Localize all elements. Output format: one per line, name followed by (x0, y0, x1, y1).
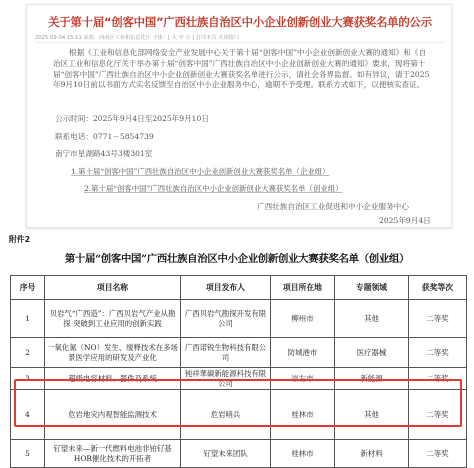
cell-award: 二等奖 (409, 440, 467, 468)
header-publisher: 项目发布人 (181, 276, 271, 300)
cell-project-name: 钌望未来—新一代燃料电池非铂钌基HOR催化技术的开拓者 (45, 440, 181, 468)
cell-project-name: 超级电容材料、器件及系统 (45, 368, 181, 390)
list-title: 第十届“创客中国”广西壮族自治区中小企业创新创业大赛获奖名单（创业组） (64, 253, 410, 265)
header-no: 序号 (11, 276, 45, 300)
cell-no: 2 (11, 338, 45, 368)
cell-award: 二等奖 (409, 390, 467, 440)
cell-publisher: 危岩哨兵 (181, 390, 271, 440)
cell-field: 其他 (335, 390, 409, 440)
notice-address: 南宁市星湖路43号3楼301室 (55, 149, 153, 158)
cell-project-name: 一氧化氮（NO）发生、缓释技术在多场景医学应用的研发及产业化 (45, 338, 181, 368)
attachment-link-2[interactable]: 2.第十届“创客中国”广西壮族自治区中小企业创新创业大赛获奖名单（创业组） (84, 184, 343, 193)
table-header-row (11, 276, 467, 300)
cell-project-name: 贝岩气“广西造”：广西贝岩气产业从勘探 突破到工业应用的创新实践 (45, 300, 181, 338)
cell-award: 二等奖 (409, 368, 467, 390)
cell-field: 新能源 (335, 368, 409, 390)
notice-date: 2025年9月4日 (379, 216, 431, 225)
cell-no: 1 (11, 300, 45, 338)
notice-card (26, 4, 452, 228)
notice-period: 公示时间：2025年9月4日至2025年9月10日 (55, 114, 209, 123)
notice-contact: 联系电话：0771－5854739 (55, 132, 154, 141)
cell-no: 5 (11, 440, 45, 468)
notice-body: 根据《工业和信息化部网络安全产业发展中心关于第十届“创客中国”中小企业创新创业大赛的通知》和《自治区工业和信息化厅关于举办第十届“创客中国”广西壮族自治区中小企业创新创业大赛的通知》要求，现将第十届“创客中国”广西壮族自治区中小企业创新创业大赛获奖名单进行公示，请社会各界监督。如有异议，请于2025年9月10日前以书面方式实名反馈至自治区中小企业服务中心，逾期不予受理。联系方式如下，以便核实查证。 (53, 48, 430, 90)
cell-field: 其他 (335, 300, 409, 338)
cell-award: 二等奖 (409, 338, 467, 368)
award-table (10, 275, 467, 468)
cell-city: 防城港市 (271, 338, 335, 368)
cell-project-name: 危岩地灾内观智能监测技术 (45, 390, 181, 440)
header-award: 获奖等次 (409, 276, 467, 300)
cell-no: 3 (11, 368, 45, 390)
notice-title: 关于第十届“创客中国”广西壮族自治区中小企业创新创业大赛获奖名单的公示 (48, 15, 432, 29)
cell-publisher: 广西诺锐生物科技有限公司 (181, 338, 271, 368)
cell-no: 4 (11, 390, 45, 440)
cell-publisher: 钝祥華碳新能源科技有限公司 (181, 368, 271, 390)
attachment-label: 附件2 (9, 235, 31, 244)
cell-city: 桂林市 (271, 440, 335, 468)
meta-divider (35, 42, 445, 43)
header-name: 项目名称 (45, 276, 181, 300)
notice-meta: 2025-09-04 15:11 来源：西南区工业和信息化厅 字体：[ 大 中 小 ] 打印本页 关闭窗口 (35, 35, 240, 41)
header-field: 专题领域 (335, 276, 409, 300)
cell-city: 桂林市 (271, 390, 335, 440)
table-row (11, 368, 467, 390)
table-row (11, 300, 467, 338)
cell-city: 柳州市 (271, 300, 335, 338)
cell-field: 医疗器械 (335, 338, 409, 368)
attachment-link-1[interactable]: 1.第十届“创客中国”广西壮族自治区中小企业创新创业大赛获奖名单（企业组） (71, 167, 330, 176)
header-city: 项目所在地 (271, 276, 335, 300)
cell-publisher: 广西贝岩气勘探开发有限公司 (181, 300, 271, 338)
table-row (11, 440, 467, 468)
cell-publisher: 钌望未来团队 (181, 440, 271, 468)
table-row-highlighted (11, 390, 467, 440)
cell-award: 二等奖 (409, 300, 467, 338)
notice-signature: 广西壮族自治区工业促进和中小企业服务中心 (257, 202, 409, 211)
table-row (11, 338, 467, 368)
cell-field: 新材料 (335, 440, 409, 468)
cell-city: 崇左市 (271, 368, 335, 390)
